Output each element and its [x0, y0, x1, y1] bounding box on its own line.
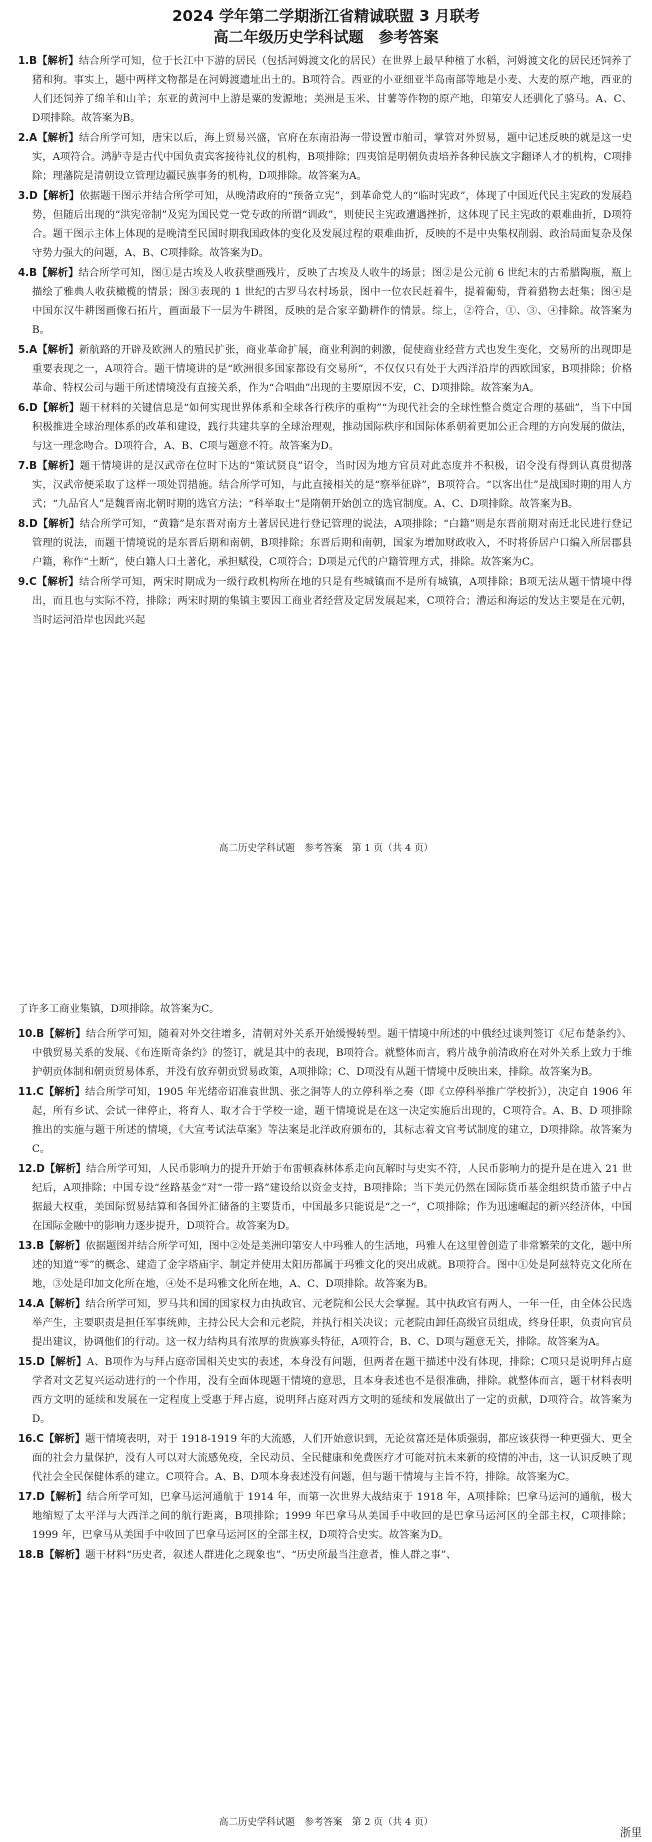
answer-item: [18, 1237, 632, 1294]
item-number: 16.: [18, 1433, 37, 1445]
item-explanation: 依据题干图示并结合所学可知，从晚清政府的“预备立宪”，到革命党人的“临时宪政”，体现了中国近代民主宪政的发展趋势，但随后出现的“洪宪帝制”及宪为国民党一党专政的所谓“训政”，则使民主宪政遭遇挫折，这体现了民主宪政的艰难曲折，D项符合。题干图示主体上体现的是晚清至民国时期我国政体的变化及发展过程的艰难曲折，反映的不是中央集权削弱、政治局面复杂及保守势力强大的问题，A、B、C项排除。故答案为D。: [32, 190, 632, 259]
item-tag: 【解析】: [36, 55, 79, 67]
answer-list-page-2: [0, 1021, 652, 1565]
item-answer: D: [29, 190, 38, 202]
item-number: 14.: [18, 1298, 37, 1310]
answer-page-1: [0, 0, 652, 862]
page-footer-2: 高二历史学科试题 参考答案 第 2 页（共 4 页）: [218, 1817, 434, 1828]
answer-item: [18, 399, 632, 456]
item-answer: C: [36, 1433, 44, 1445]
item-explanation: 结合所学可知，随着对外交往增多，清朝对外关系开始缓慢转型。题干情境中所述的中俄经过谈判签订《尼布楚条约》、中俄贸易关系的发展、《布连斯奇条约》的签订，就是其中的表现，B项符合。就整体而言，鸦片战争前清政府在对外关系上致力于维护朝贡体制和朝贡贸易体系，并没有放弃朝贡贸易政策，A项排除；C、D项没有从题干情境中反映出来，排除。故答案为B。: [32, 1028, 632, 1078]
item-explanation: 结合所学可知，罗马共和国的国家权力由执政官、元老院和公民大会掌握。其中执政官有两人，一年一任，由全体公民选举产生，主要职责是担任军事统帅，主持公民大会和元老院，并执行相关决议；元老院由卸任高级官员组成，终身任职，负责向官员提出建议，协调他们的行动。这一权力结构具有浓厚的贵族寡头特征，A项符合，B、C、D项与题意无关，排除。故答案为A。: [32, 1298, 633, 1348]
item-tag: 【解析】: [37, 132, 79, 144]
item-answer: C: [36, 1086, 44, 1098]
item-number: 11.: [18, 1086, 37, 1098]
answer-item: [18, 515, 632, 572]
item-answer: B: [29, 55, 37, 67]
item-number: 4.: [18, 267, 30, 279]
answer-item: [18, 52, 632, 128]
item-answer: B: [36, 1240, 45, 1252]
item-number: 13.: [18, 1240, 37, 1252]
item-explanation: 依据题图并结合所学可知，图中②处是美洲印第安人中玛雅人的生活地，玛雅人在这里曾创造了非常繁荣的文化，题中所述的知道“零”的概念、建造了金字塔庙宇、制定并使用太阳历都属于玛雅文化的突出成就。B项符合。图中①处是阿兹特克文化所在地，③处是印加文化所在地，④处不是玛雅文化所在地，A、C、D项排除。故答案为B。: [32, 1240, 633, 1290]
item-answer: D: [29, 518, 38, 530]
item-explanation: 结合所学可知，“黄籍”是东晋对南方土著居民进行登记管理的说法，A项排除；“白籍”则是东晋前期对南迁北民进行登记管理的说法，而题干情境说的是东晋后期和南朝，B项排除；东晋后期和南朝，国家为增加财政收入，不时将侨居户口编入所居郡县户籍，称作“土断”，使白籍人口土著化，承担赋役，C项符合；D项是元代的户籍管理方式，排除。故答案为C。: [32, 518, 633, 568]
answer-page-2: [0, 994, 652, 1842]
item-explanation: 题干情境表明，对于 1918-1919 年的大流感，人们开始意识到，无论贫富还是体质强弱，都应该获得一种更强大、更全面的社会力量保护，没有人可以对大流感免疫，全民动员、全民健康和免费医疗才可能对抗未来新的疫情的冲击，这一认识反映了现代社会全民保健体系的建立。C项符合。A、B、D项本身表述没有问题，但与题干情境与主旨不符，排除。故答案为C。: [32, 1433, 633, 1483]
answer-item: [18, 573, 632, 630]
item-number: 9.: [18, 576, 30, 588]
item-tag: 【解析】: [37, 190, 80, 202]
page-footer-1: 高二历史学科试题 参考答案 第 1 页（共 4 页）: [218, 843, 434, 854]
item-answer: D: [29, 402, 38, 414]
item-explanation: 新航路的开辟及欧洲人的殖民扩张，商业革命扩展，商业利润的刺激，促使商业经营方式也发生变化，交易所的出现即是重要表现之一，A项符合。题干情境讲的是“欧洲很多国家都设有交易所”，不仅仅只有处于大西洋沿岸的西欧国家，B项排除；价格革命、特权公司与题干所述情境没有直接关系，作为“合唱曲”出现的主要原因不安，C、D项排除。故答案为A。: [32, 344, 632, 394]
item-answer: D: [36, 1356, 45, 1368]
item-tag: 【解析】: [44, 1028, 86, 1040]
item-tag: 【解析】: [44, 1491, 87, 1503]
item-number: 3.: [18, 190, 30, 202]
answer-item: [18, 457, 632, 514]
item-number: 17.: [18, 1491, 37, 1503]
answer-item: [18, 1025, 632, 1082]
answer-item: [18, 187, 632, 263]
item-explanation: 题干材料“历史者，叙述人群进化之现象也”、“历史所最当注意者，惟人群之事”、: [85, 1549, 457, 1561]
item-answer: A: [36, 1298, 45, 1310]
item-number: 7.: [18, 460, 30, 472]
item-explanation: 结合所学可知，1905 年光绪帝诏准袁世凯、张之洞等人的立停科举之奏（即《立停科举推广学校折》），决定自 1906 年起，所有乡试、会试一律停止，将育人、取才合于学校一途，题干情境说是在这一决定实施后出现的，C项符合。A、B、D 项排除推出的实施与题干所述的情境，《大宣考试法草案》等法案是北洋政府颁布的，其标志着文官考试制度的建立，D项排除。故答案为C。: [32, 1086, 632, 1155]
item-tag: 【解析】: [44, 1298, 86, 1310]
answer-item: [18, 1353, 632, 1429]
item-tag: 【解析】: [36, 576, 80, 588]
answer-item: [18, 1295, 632, 1352]
item-explanation: 结合所学可知，唐宋以后，海上贸易兴盛，官府在东南沿海一带设置市舶司，掌管对外贸易，题中记述反映的就是这一史实，A项符合。鸿胪寺是古代中国负责宾客接待礼仪的机构，B项排除；四夷馆是明朝负责培养各种民族文字翻译人才的机构，C项排除；理藩院是清朝设立管理边疆民族事务的机构，D项排除。故答案为A。: [32, 132, 632, 182]
answer-item: [18, 1160, 632, 1236]
item-number: 6.: [18, 402, 30, 414]
item-answer: B: [29, 267, 37, 279]
item-answer: A: [29, 132, 38, 144]
item-answer: D: [36, 1491, 45, 1503]
answer-item: [18, 1546, 632, 1565]
item-explanation: 结合所学可知，图①是古埃及人收获壁画残片，反映了古埃及人收牛的场景；图②是公元前 6 世纪末的古希腊陶瓶，瓶上描绘了雅典人收获橄榄的情景；图③表现的 1 世纪的古罗马农村场景，图中一位农民赶着牛，提着葡萄，背着猎物去赶集；图④是中国东汉牛耕图画像石拓片，画面最下一层为牛耕图，反映的是合家辛勤耕作的情景。综上，②符合，①、③、④排除。故答案为B。: [32, 267, 632, 336]
item-number: 2.: [18, 132, 30, 144]
corner-label: 浙里: [620, 1826, 642, 1839]
item-number: 12.: [18, 1163, 37, 1175]
item-explanation: A、B项作为与拜占庭帝国相关史实的表述，本身没有问题，但两者在题干描述中没有体现，排除；C项只是说明拜占庭学者对文艺复兴运动进行的一个作用，没有全面体现题干情境的意思，且本身表述也不是很准确，排除。就整体而言，题干材料表明西方文明的延续和发展在一定程度上受惠于拜占庭，说明拜占庭对西方文明的延续和发展做出了一定的贡献，D项符合。故答案为D。: [32, 1356, 633, 1425]
item-explanation: 题干材料的关键信息是“如何实现世界体系和全球各行秩序的重构”“为现代社会的全球性整合奠定合理的基础”，当下中国积极推进全球治理体系的改革和建设，践行共建共享的全球治理观，推动国际秩序和国际体系朝着更加公正合理的方向发展的做法，与这一理念吻合。D项符合，A、B、C项与题意不符。故答案为D。: [32, 402, 633, 452]
answer-item: [18, 264, 632, 340]
item-answer: B: [36, 1028, 45, 1040]
item-explanation: 结合所学可知，人民币影响力的提升开始于布雷顿森林体系走向瓦解时与史实不符，人民币影响力的提升是在进入 21 世纪后，A项排除；中国专设“丝路基金”对“一带一路”建设给以资金支持，B项排除；当下美元仍然在国际货币基金组织货币篮子中占据最大权重，美国际贸易结算和各国外汇储备的主要货币，中国最多只能说是“之一”，C项排除；作为迅速崛起的新兴经济体，中国在国际金融中的影响力逐步提升，D项符合。故答案为D。: [32, 1163, 632, 1232]
item-answer: D: [36, 1163, 45, 1175]
answer-item: [18, 341, 632, 398]
item-tag: 【解析】: [37, 344, 79, 356]
answer-item: [18, 129, 632, 186]
item-answer: B: [29, 460, 37, 472]
item-explanation: 结合所学可知，两宋时期成为一级行政机构所在地的只是有些城镇而不是所有城镇，A项排除；B项无法从题干情境中得出，而且也与实际不符，排除；两宋时期的集镇主要因工商业者经营及定居发展起来，C项符合；漕运和海运的发达主要是在元朝，当时运河沿岸也因此兴起: [32, 576, 632, 626]
item-explanation: 结合所学可知，位于长江中下游的居民（包括河姆渡文化的居民）在世界上最早种植了水稻，河姆渡文化的居民还饲养了猪和狗。事实上，题中两样文物都是在河姆渡遗址出土的。B项符合。西亚的小亚细亚半岛南部等地是小麦、大麦的原产地，西亚的人们还饲养了绵羊和山羊；东亚的黄河中上游是粟的发源地；美洲是玉米、甘薯等作物的原产地，印第安人还驯化了骆马。A、C、D项排除。故答案为B。: [32, 55, 633, 124]
answer-item: [18, 1488, 632, 1545]
answer-item: [18, 1083, 632, 1159]
item-number: 10.: [18, 1028, 37, 1040]
doc-title: 2024 学年第二学期浙江省精诚联盟 3 月联考: [172, 7, 480, 25]
item-explanation: 结合所学可知，巴拿马运河通航于 1914 年，而第一次世界大战结束于 1918 年，A项排除；巴拿马运河的通航，极大地缩短了太平洋与大西洋之间的航行距离，B项排除；1999 年巴拿马从美国手中收回的是巴拿马运河区的全部主权，C项排除；1999 年，巴拿马从美国手中收回了巴拿马运河区的全部主权，D项符合史实。故答案为D。: [32, 1491, 633, 1541]
item-answer: B: [36, 1549, 45, 1561]
item-tag: 【解析】: [36, 460, 80, 472]
item-tag: 【解析】: [37, 402, 80, 414]
answer-item: [18, 1430, 632, 1487]
item-tag: 【解析】: [43, 1086, 86, 1098]
item-tag: 【解析】: [44, 1240, 86, 1252]
item-tag: 【解析】: [44, 1356, 87, 1368]
item-answer: C: [29, 576, 37, 588]
item-tag: 【解析】: [44, 1549, 86, 1561]
item-explanation: 题干情境讲的是汉武帝在位时下达的“策试贤良”诏令，当时因为地方官员对此态度并不积极，诏令没有得到认真贯彻落实，汉武帝便采取了这样一项处罚措施。结合所学可知，与此直接相关的是“察举征辟”，B项符合。“以客出仕”是战国时期的用人方式；“九品官人”是魏晋南北朝时期的选官方法；“科举取士”是隋朝开始创立的选官制度。A、C、D项排除。故答案为B。: [32, 460, 633, 510]
continuation-text: 了许多工商业集镇，D项排除。故答案为C。: [18, 1003, 220, 1015]
item-number: 1.: [18, 55, 30, 67]
item-tag: 【解析】: [36, 267, 79, 279]
item-tag: 【解析】: [43, 1433, 86, 1445]
item-tag: 【解析】: [37, 518, 80, 530]
item-number: 18.: [18, 1549, 37, 1561]
answer-list-page-1: [0, 48, 652, 630]
item-number: 8.: [18, 518, 30, 530]
item-number: 15.: [18, 1356, 37, 1368]
item-number: 5.: [18, 344, 30, 356]
item-answer: A: [29, 344, 38, 356]
doc-subtitle: 高二年级历史学科试题 参考答案: [213, 28, 439, 46]
item-tag: 【解析】: [44, 1163, 87, 1175]
